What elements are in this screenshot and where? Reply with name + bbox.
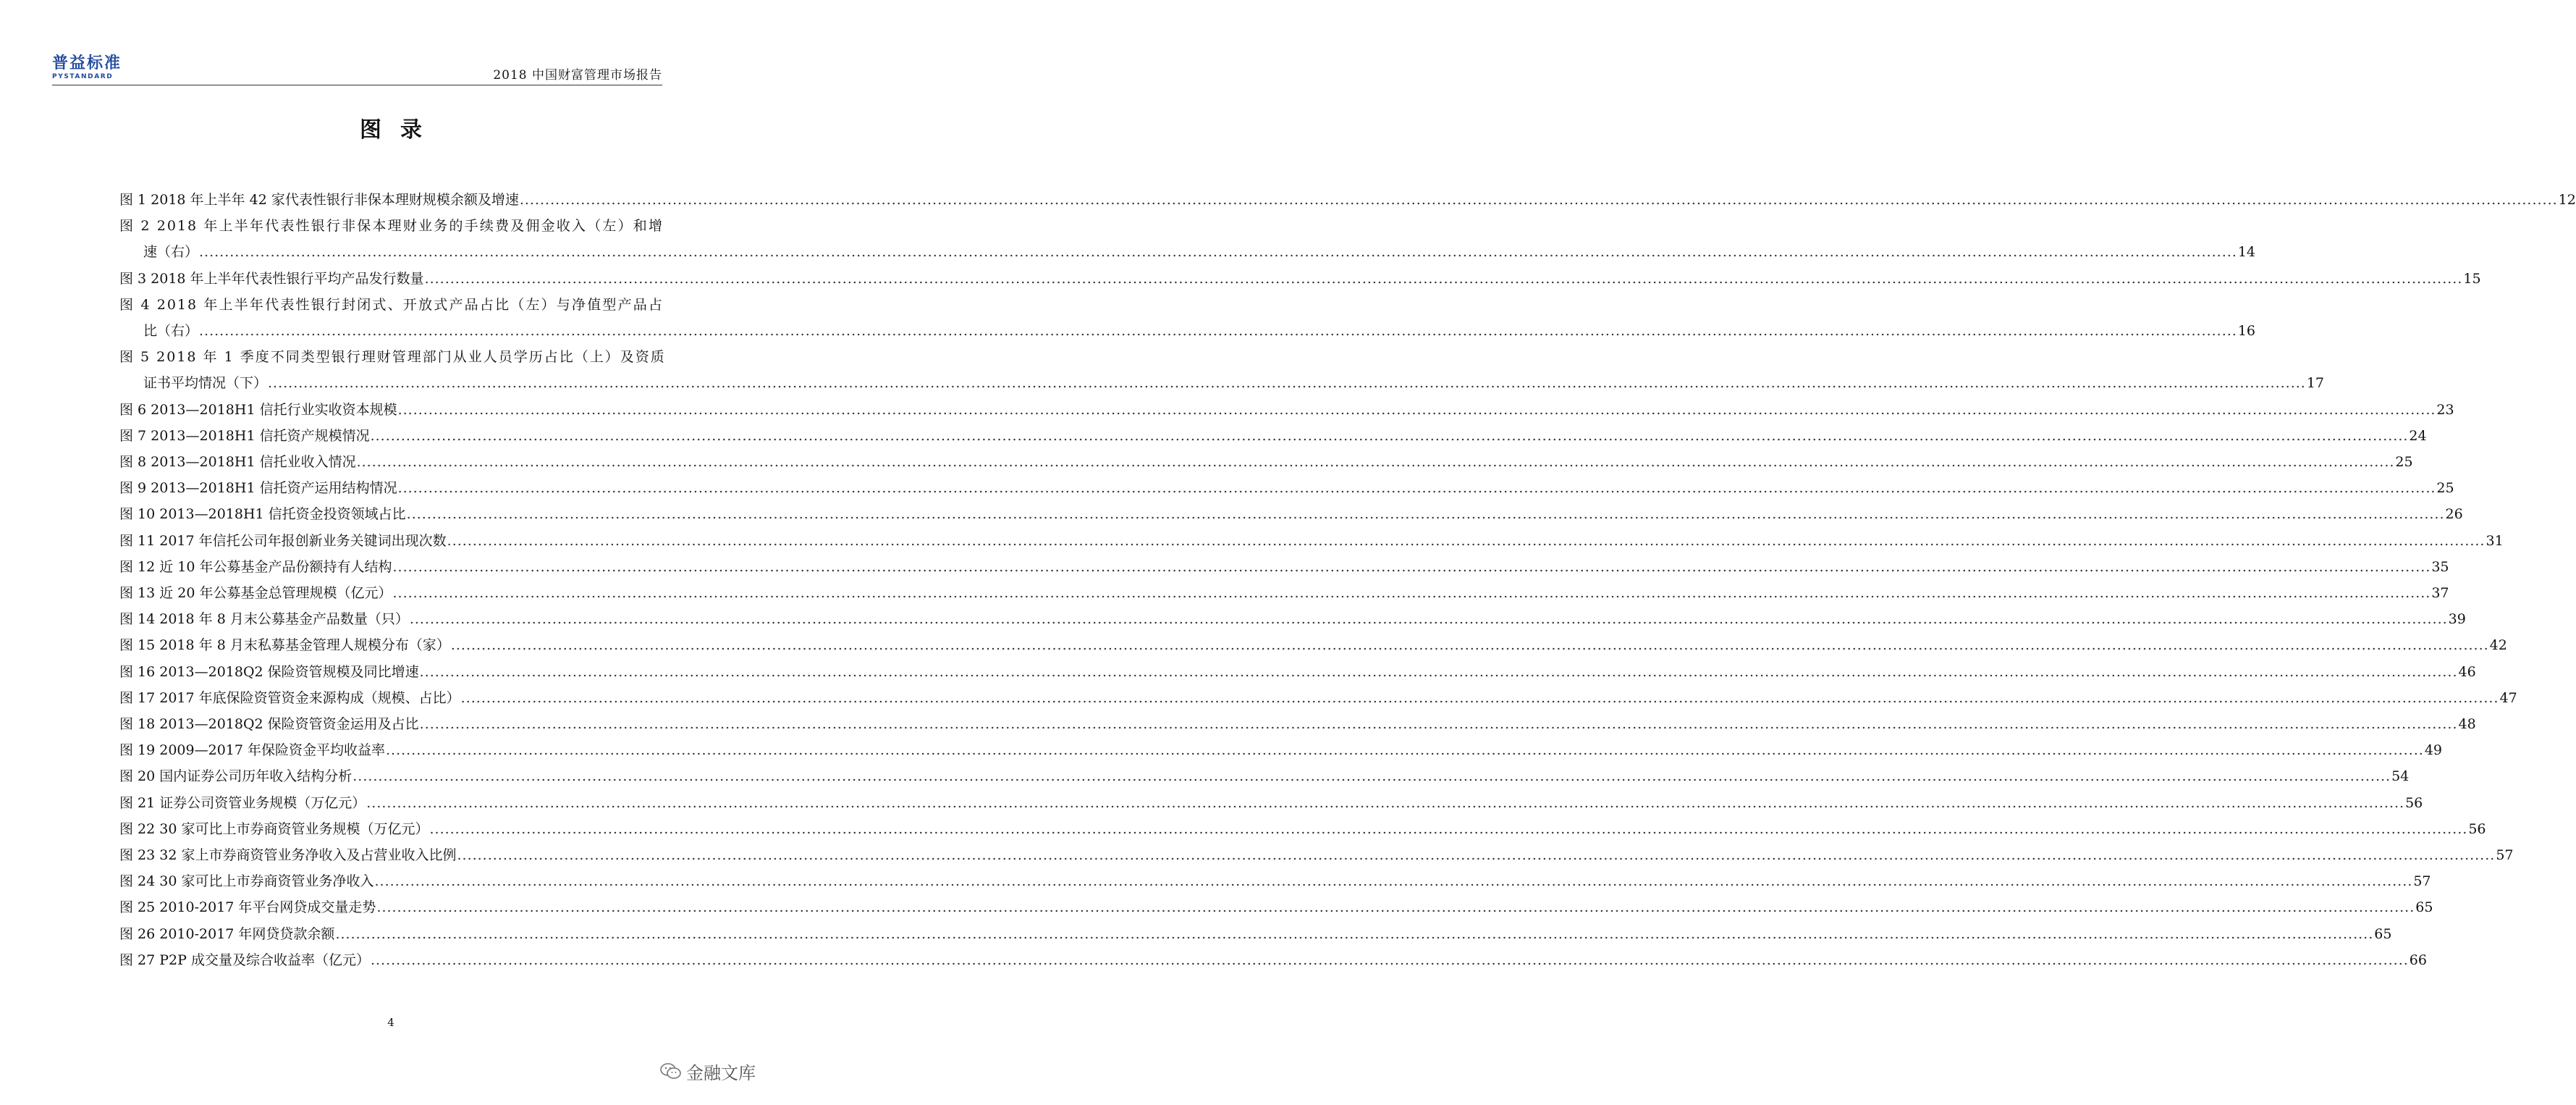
dot-leader: ................................................................................................................................................................................................................................................................................................................................................................................................................: [397, 401, 2436, 418]
toc-entry-page: 65: [2415, 899, 2433, 916]
watermark: [660, 1059, 756, 1084]
wechat-icon: [660, 1062, 682, 1081]
toc-entry-title: 图 24 30 家可比上市券商资管业务净收入: [119, 873, 374, 890]
toc-entry-page: 35: [2431, 558, 2449, 575]
toc-entry-title: 图 21 证券公司资管业务规模（万亿元）: [119, 794, 366, 811]
toc-entry-page: 16: [2237, 323, 2256, 340]
toc-entry-title-line: 图 5 2018 年 1 季度不同类型银行理财管理部门从业人员学历占比（上）及资质: [119, 349, 666, 366]
toc-entry[interactable]: [119, 528, 2504, 554]
dot-leader: ................................................................................................................................................................................................................................................................................................................................................................................................................: [457, 847, 2496, 864]
watermark-text: 金融文库: [686, 1063, 756, 1083]
toc-entry-title: 图 8 2013—2018H1 信托业收入情况: [119, 454, 356, 471]
toc-entry-page: 23: [2436, 401, 2454, 418]
toc-entry-page: 26: [2445, 506, 2463, 523]
toc-entry-page: 56: [2405, 794, 2423, 811]
toc-entry[interactable]: [119, 606, 2466, 632]
dot-leader: ................................................................................................................................................................................................................................................................................................................................................................................................................: [419, 716, 2458, 733]
dot-leader: ................................................................................................................................................................................................................................................................................................................................................................................................................: [370, 951, 2409, 968]
toc-entry-title: 图 14 2018 年 8 月末公募基金产品数量（只）: [119, 611, 409, 628]
toc-entry[interactable]: [119, 737, 2443, 763]
toc-entry[interactable]: [119, 921, 2392, 947]
dot-leader: ................................................................................................................................................................................................................................................................................................................................................................................................................: [460, 689, 2499, 706]
toc-entry-page: 14: [2237, 244, 2256, 261]
toc-entry[interactable]: [119, 842, 2514, 868]
toc-entry[interactable]: [119, 790, 2423, 816]
toc-entry-page: 57: [2496, 847, 2514, 864]
toc-entry-title: 图 17 2017 年底保险资管资金来源构成（规模、占比）: [119, 689, 460, 706]
dot-leader: ................................................................................................................................................................................................................................................................................................................................................................................................................: [409, 611, 2448, 628]
toc-entry[interactable]: [119, 580, 2449, 606]
toc-entry-title-line: 图 2 2018 年上半年代表性银行非保本理财业务的手续费及佣金收入（左）和增: [119, 218, 664, 235]
dot-leader: ................................................................................................................................................................................................................................................................................................................................................................................................................: [447, 532, 2486, 549]
logo-english: PYSTANDARD: [52, 73, 114, 80]
toc-entry-page: 25: [2436, 480, 2454, 497]
dot-leader: ................................................................................................................................................................................................................................................................................................................................................................................................................: [199, 323, 2237, 340]
dot-leader: ................................................................................................................................................................................................................................................................................................................................................................................................................: [424, 270, 2463, 287]
toc-entry[interactable]: [119, 213, 2256, 265]
toc-entry-title: 图 6 2013—2018H1 信托行业实收资本规模: [119, 401, 397, 418]
toc-entry[interactable]: [119, 816, 2486, 842]
dot-leader: ................................................................................................................................................................................................................................................................................................................................................................................................................: [386, 742, 2424, 759]
dot-leader: ................................................................................................................................................................................................................................................................................................................................................................................................................: [419, 663, 2458, 680]
toc-entry[interactable]: [119, 763, 2410, 789]
toc-entry[interactable]: [119, 501, 2463, 527]
toc-entry-title: 图 13 近 20 年公募基金总管理规模（亿元）: [119, 585, 392, 602]
dot-leader: ................................................................................................................................................................................................................................................................................................................................................................................................................: [397, 480, 2436, 497]
toc-entry-title: 图 3 2018 年上半年代表性银行平均产品发行数量: [119, 270, 424, 287]
toc-entry-page: 42: [2489, 637, 2507, 654]
dot-leader: ................................................................................................................................................................................................................................................................................................................................................................................................................: [392, 558, 2431, 575]
dot-leader: ................................................................................................................................................................................................................................................................................................................................................................................................................: [352, 768, 2391, 785]
toc-entry[interactable]: [119, 711, 2476, 737]
toc-entry-title: 图 15 2018 年 8 月末私募基金管理人规模分布（家）: [119, 637, 450, 654]
toc-entry[interactable]: [119, 894, 2433, 920]
toc-entry-title: 比（右）: [143, 323, 199, 340]
dot-leader: ................................................................................................................................................................................................................................................................................................................................................................................................................: [519, 192, 2558, 208]
toc-entry-page: 25: [2395, 454, 2413, 471]
dot-leader: ................................................................................................................................................................................................................................................................................................................................................................................................................: [374, 873, 2413, 890]
dot-leader: ................................................................................................................................................................................................................................................................................................................................................................................................................: [356, 454, 2395, 471]
report-title: 2018 中国财富管理市场报告: [493, 68, 662, 83]
toc-entry-page: 15: [2463, 270, 2481, 287]
toc-entry-title: 图 12 近 10 年公募基金产品份额持有人结构: [119, 558, 392, 575]
toc-entry-page: 31: [2486, 532, 2504, 549]
dot-leader: ................................................................................................................................................................................................................................................................................................................................................................................................................: [450, 637, 2489, 654]
dot-leader: ................................................................................................................................................................................................................................................................................................................................................................................................................: [429, 820, 2468, 837]
page-title: 图录: [360, 117, 441, 143]
dot-leader: ................................................................................................................................................................................................................................................................................................................................................................................................................: [335, 925, 2374, 942]
toc-entry[interactable]: [119, 292, 2256, 344]
toc-entry-page: 48: [2458, 716, 2476, 733]
toc-entry-title: 图 7 2013—2018H1 信托资产规模情况: [119, 427, 370, 444]
toc-entry-title: 图 1 2018 年上半年 42 家代表性银行非保本理财规模余额及增速: [119, 192, 519, 208]
dot-leader: ................................................................................................................................................................................................................................................................................................................................................................................................................: [199, 244, 2237, 261]
toc-entry-title: 图 11 2017 年信托公司年报创新业务关键词出现次数: [119, 532, 447, 549]
toc-entry[interactable]: [119, 685, 2517, 711]
toc-entry-page: 24: [2409, 427, 2427, 444]
toc-entry[interactable]: [119, 868, 2431, 894]
toc-entry-title: 图 27 P2P 成交量及综合收益率（亿元）: [119, 951, 370, 968]
toc-entry[interactable]: [119, 475, 2454, 501]
dot-leader: ................................................................................................................................................................................................................................................................................................................................................................................................................: [406, 506, 2445, 523]
dot-leader: ................................................................................................................................................................................................................................................................................................................................................................................................................: [268, 375, 2306, 392]
toc-entry-page: 57: [2413, 873, 2431, 890]
toc-entry[interactable]: [119, 266, 2481, 292]
dot-leader: ................................................................................................................................................................................................................................................................................................................................................................................................................: [366, 794, 2405, 811]
logo-chinese: 普益标准: [52, 54, 122, 72]
toc-entry-page: 66: [2409, 951, 2427, 968]
toc-entry-title: 速（右）: [143, 244, 199, 261]
toc-entry-title-line: 图 4 2018 年上半年代表性银行封闭式、开放式产品占比（左）与净值型产品占: [119, 296, 664, 313]
logo: [52, 55, 122, 81]
toc-entry[interactable]: [119, 187, 2576, 213]
toc-entry[interactable]: [119, 344, 2325, 396]
toc-entry-page: 54: [2391, 768, 2410, 785]
toc-entry-title: 图 25 2010-2017 年平台网贷成交量走势: [119, 899, 376, 916]
toc-entry[interactable]: [119, 659, 2476, 685]
toc-entry-page: 49: [2424, 742, 2443, 759]
toc-entry-title: 图 16 2013—2018Q2 保险资管规模及同比增速: [119, 663, 419, 680]
toc-entry-page: 47: [2499, 689, 2517, 706]
toc-entry-title: 图 18 2013—2018Q2 保险资管资金运用及占比: [119, 716, 419, 733]
toc-entry-title: 证书平均情况（下）: [143, 375, 268, 392]
toc-entry-title: 图 22 30 家可比上市券商资管业务规模（万亿元）: [119, 820, 429, 837]
toc-entry-page: 65: [2374, 925, 2392, 942]
figure-list: [119, 187, 2576, 973]
toc-entry-page: 46: [2458, 663, 2476, 680]
toc-entry-page: 12: [2558, 192, 2576, 208]
toc-entry[interactable]: [119, 947, 2427, 973]
dot-leader: ................................................................................................................................................................................................................................................................................................................................................................................................................: [370, 427, 2409, 444]
toc-entry-page: 39: [2448, 611, 2466, 628]
toc-entry-title: 图 26 2010-2017 年网贷贷款余额: [119, 925, 335, 942]
toc-entry-page: 56: [2468, 820, 2486, 837]
dot-leader: ................................................................................................................................................................................................................................................................................................................................................................................................................: [392, 585, 2431, 602]
toc-entry[interactable]: [119, 423, 2427, 449]
toc-entry[interactable]: [119, 449, 2413, 475]
toc-entry[interactable]: [119, 554, 2449, 580]
toc-entry-title: 图 9 2013—2018H1 信托资产运用结构情况: [119, 480, 397, 497]
toc-entry-title: 图 10 2013—2018H1 信托资金投资领域占比: [119, 506, 406, 523]
toc-entry-title: 图 23 32 家上市券商资管业务净收入及占营业收入比例: [119, 847, 457, 864]
toc-entry[interactable]: [119, 397, 2454, 423]
toc-entry-page: 17: [2306, 375, 2325, 392]
dot-leader: ................................................................................................................................................................................................................................................................................................................................................................................................................: [376, 899, 2415, 916]
toc-entry-title: 图 20 国内证券公司历年收入结构分析: [119, 768, 352, 785]
toc-entry-title: 图 19 2009—2017 年保险资金平均收益率: [119, 742, 386, 759]
toc-entry-page: 37: [2431, 585, 2449, 602]
toc-entry[interactable]: [119, 632, 2507, 658]
page-number: 4: [387, 1016, 394, 1029]
